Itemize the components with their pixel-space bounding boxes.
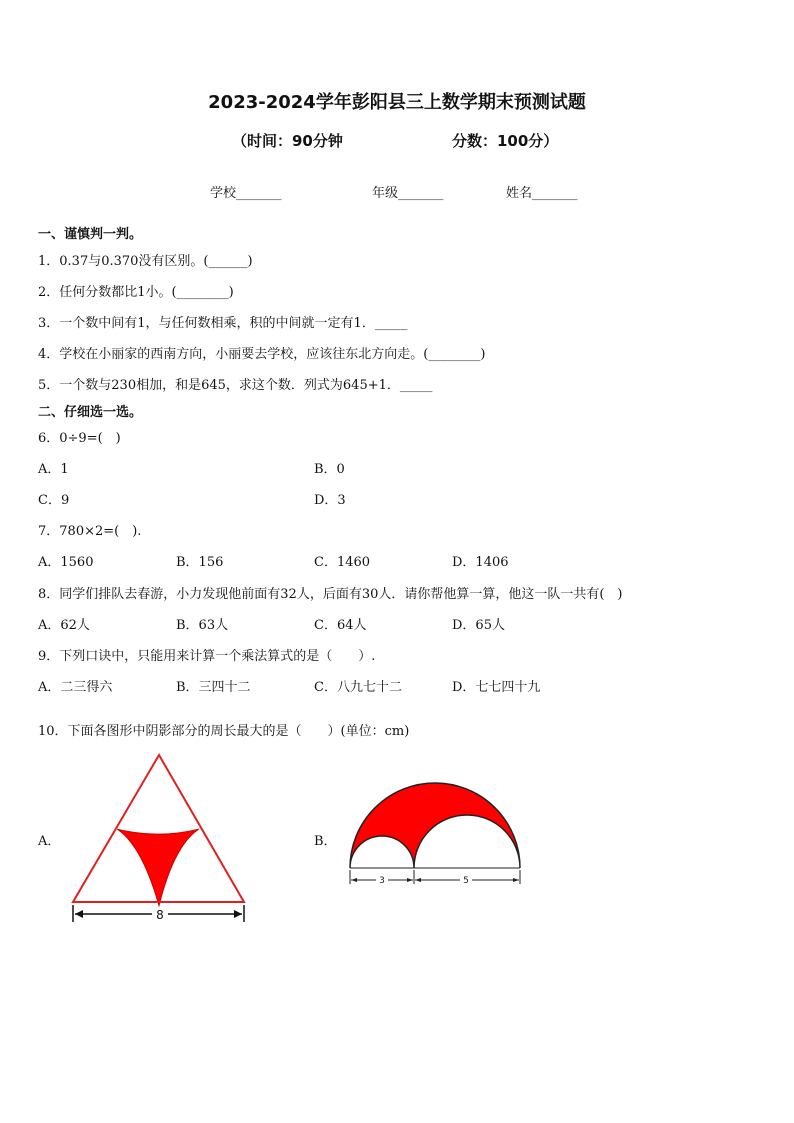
small-dimension-label: 3	[379, 876, 385, 886]
semicircle-figure	[340, 780, 530, 890]
q10-option-b: B．	[314, 834, 337, 849]
question-10: 10．下面各图形中阴影部分的周长最大的是（ ）(单位：cm)	[38, 724, 410, 739]
q7-option-b: B．156	[176, 555, 224, 570]
school-field: 学校_______	[210, 186, 282, 201]
q8-option-a: A．62人	[38, 618, 90, 633]
triangle-figure	[60, 745, 260, 930]
question-3: 3．一个数中间有1，与任何数相乘，积的中间就一定有1．_____	[38, 316, 408, 331]
exam-score: 分数：100分）	[452, 132, 559, 150]
q9-option-a: A．二三得六	[38, 680, 113, 695]
question-4: 4．学校在小丽家的西南方向，小丽要去学校，应该往东北方向走。(________)	[38, 347, 486, 362]
q6-option-a: A．1	[38, 462, 69, 477]
page-title: 2023-2024学年彭阳县三上数学期末预测试题	[208, 92, 586, 113]
q8-option-c: C．64人	[314, 618, 367, 633]
q8-option-b: B．63人	[176, 618, 229, 633]
triangle-base-label: 8	[156, 908, 164, 922]
question-7: 7．780×2=( ).	[38, 524, 142, 539]
question-9: 9．下列口诀中，只能用来计算一个乘法算式的是（ ）.	[38, 649, 376, 664]
grade-field: 年级_______	[372, 186, 444, 201]
triangle-shaded-region	[117, 829, 198, 905]
question-1: 1．0.37与0.370没有区别。(______)	[38, 254, 253, 269]
q10-option-a: A．	[38, 834, 61, 849]
q6-option-b: B．0	[314, 462, 345, 477]
q9-option-d: D．七七四十九	[452, 680, 541, 695]
q6-option-c: C．9	[38, 493, 70, 508]
section-heading-judge: 一、谨慎判一判。	[38, 227, 143, 242]
name-field: 姓名_______	[506, 186, 578, 201]
q8-option-d: D．65人	[452, 618, 505, 633]
q7-option-a: A．1560	[38, 555, 94, 570]
q9-option-c: C．八九七十二	[314, 680, 402, 695]
q9-option-b: B．三四十二	[176, 680, 251, 695]
question-8: 8．同学们排队去春游，小力发现他前面有32人，后面有30人．请你帮他算一算，他这一队一共有( )	[38, 587, 623, 602]
exam-time: （时间：90分钟	[232, 132, 343, 150]
q6-option-d: D．3	[314, 493, 346, 508]
section-heading-choice: 二、仔细选一选。	[38, 405, 143, 420]
question-5: 5．一个数与230相加，和是645，求这个数．列式为645+1．_____	[38, 378, 433, 393]
question-6: 6．0÷9=( )	[38, 431, 121, 446]
semicircle-shaded-region	[350, 783, 520, 868]
question-2: 2．任何分数都比1小。(________)	[38, 285, 234, 300]
q7-option-d: D．1406	[452, 555, 509, 570]
large-dimension-label: 5	[463, 876, 469, 886]
q7-option-c: C．1460	[314, 555, 371, 570]
